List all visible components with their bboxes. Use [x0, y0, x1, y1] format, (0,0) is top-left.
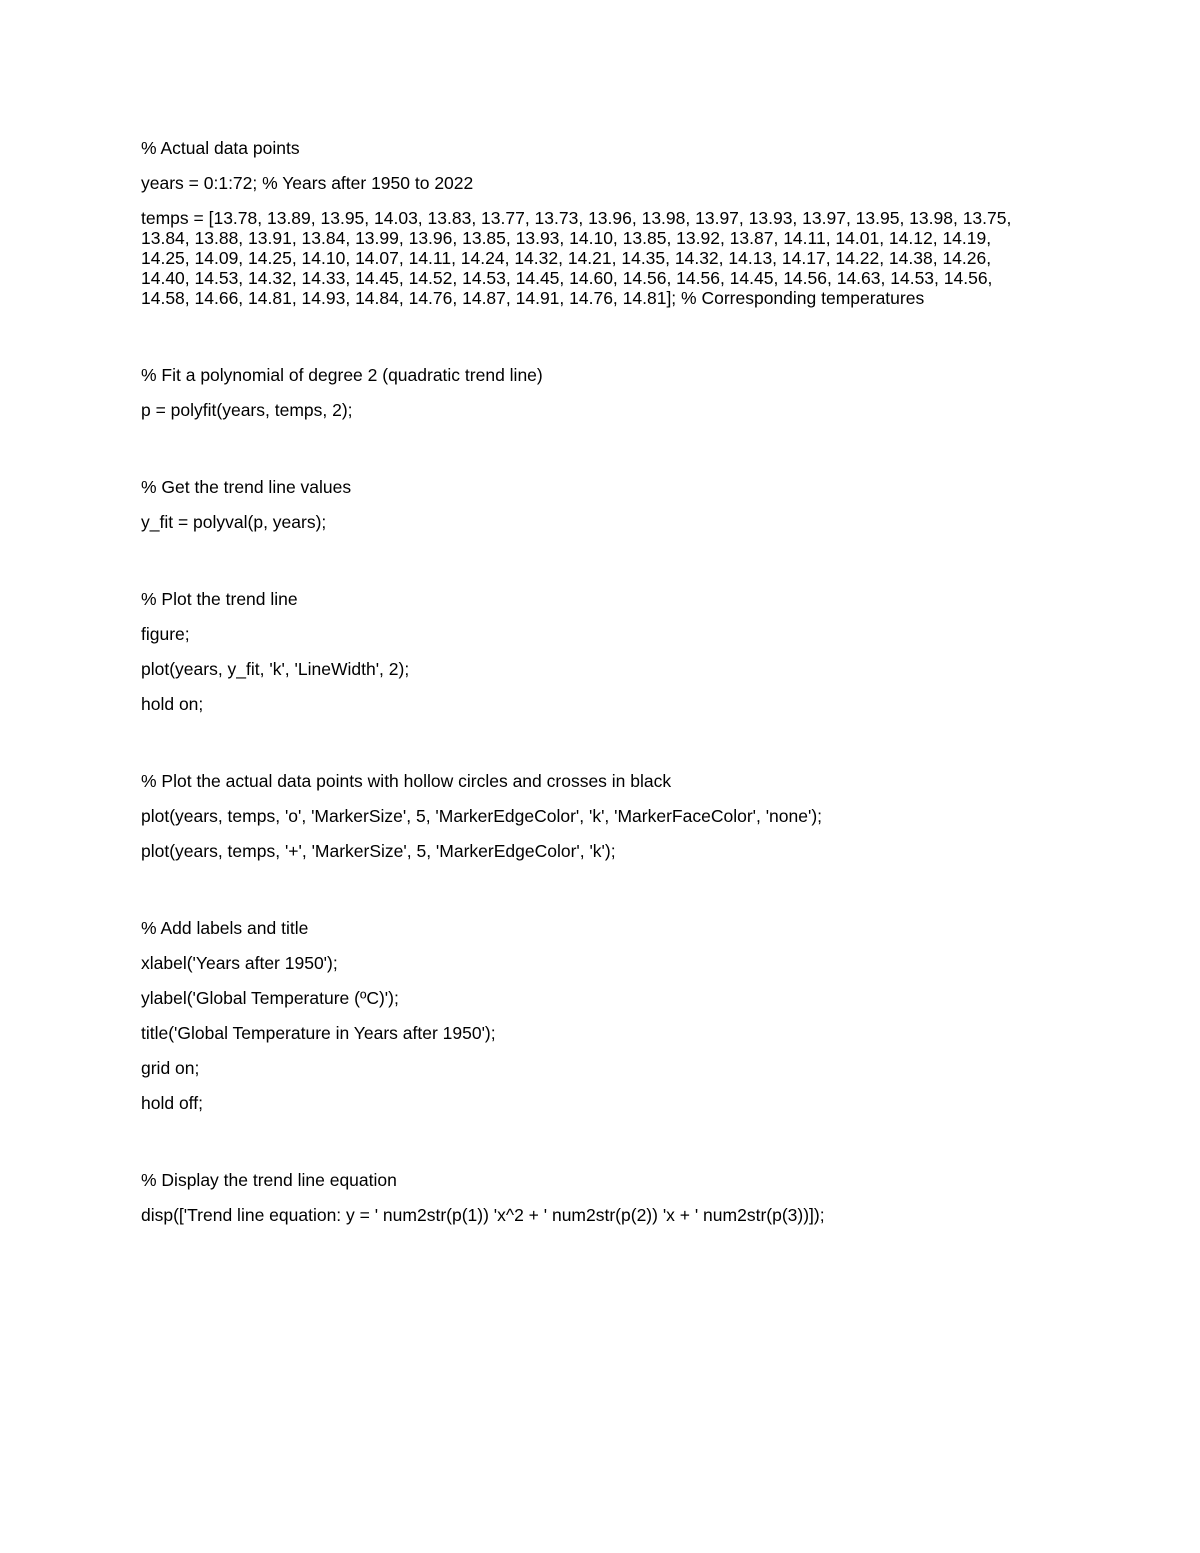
code-disp: disp(['Trend line equation: y = ' num2str(p(1)) 'x^2 + ' num2str(p(2)) 'x + ' num2str(p(3))]); [141, 1205, 825, 1225]
code-plot-circles: plot(years, temps, 'o', 'MarkerSize', 5, 'MarkerEdgeColor', 'k', 'MarkerFaceColor', 'none'); [141, 806, 823, 826]
code-hold-off: hold off; [141, 1093, 203, 1113]
code-hold-on: hold on; [141, 694, 204, 714]
code-xlabel: xlabel('Years after 1950'); [141, 953, 338, 973]
code-polyfit: p = polyfit(years, temps, 2); [141, 400, 353, 420]
comment-fit-polynomial: % Fit a polynomial of degree 2 (quadratic trend line) [141, 365, 543, 385]
comment-labels-title: % Add labels and title [141, 918, 309, 938]
comment-plot-points: % Plot the actual data points with hollow circles and crosses in black [141, 771, 672, 791]
code-plot-crosses: plot(years, temps, '+', 'MarkerSize', 5, 'MarkerEdgeColor', 'k'); [141, 841, 616, 861]
code-grid-on: grid on; [141, 1058, 200, 1078]
comment-actual-data: % Actual data points [141, 138, 300, 158]
code-plot-trend: plot(years, y_fit, 'k', 'LineWidth', 2); [141, 659, 410, 679]
code-title: title('Global Temperature in Years after 1950'); [141, 1023, 496, 1043]
code-ylabel: ylabel('Global Temperature (ºC)'); [141, 988, 399, 1008]
code-temps: temps = [13.78, 13.89, 13.95, 14.03, 13.83, 13.77, 13.73, 13.96, 13.98, 13.97, 13.93, 13.97, 13.95, 13.98, 13.75, 13.84, 13.88, 13.91, 13.84, 13.99, 13.96, 13.85, 13.93, 14.10, 13.85, 13.92, 13.87, 14.11, 14.01, 14.12, 14.19, 14.25, 14.09, 14.25, 14.10, 14.07, 14.11, 14.24, 14.32, 14.21, 14.35, 14.32, 14.13, 14.17, 14.22, 14.38, 14.26, 14.40, 14.53, 14.32, 14.33, 14.45, 14.52, 14.53, 14.45, 14.60, 14.56, 14.56, 14.45, 14.56, 14.63, 14.53, 14.56, 14.58, 14.66, 14.81, 14.93, 14.84, 14.76, 14.87, 14.91, 14.76, 14.81]; % Corresponding temperatures [141, 208, 1012, 308]
comment-display-equation: % Display the trend line equation [141, 1170, 397, 1190]
code-polyval: y_fit = polyval(p, years); [141, 512, 327, 532]
comment-trend-values: % Get the trend line values [141, 477, 352, 497]
code-years: years = 0:1:72; % Years after 1950 to 2022 [141, 173, 474, 193]
comment-plot-trend: % Plot the trend line [141, 589, 298, 609]
document-page [141, 138, 1061, 1225]
code-figure: figure; [141, 624, 190, 644]
